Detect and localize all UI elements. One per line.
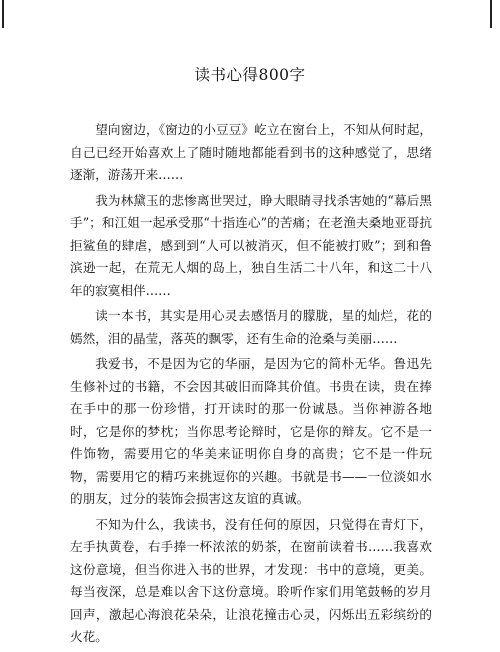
- document-body: [70, 119, 432, 652]
- document-title: 读书心得800字: [194, 66, 306, 84]
- paragraph-1: 望向窗边，《窗边的小豆豆》屹立在窗台上，不知从何时起，自己已经开始喜欢上了随时随地都能看到书的这种感觉了，思绪逐渐，游荡开来……: [70, 122, 432, 182]
- scan-edge-mark-right: [490, 0, 492, 28]
- paragraph-5: 不知为什么，我读书，没有任何的原因，只觉得在青灯下，左手执黄卷，右手捧一杯浓浓的奶茶，在窗前读着书……我喜欢这份意境，但当你进入书的世界，才发现：书中的意境，更美。每当夜深，总是难以舍下这份意境。聆听作家们用笔鼓畅的岁月回声，激起心海浪花朵朵，让浪花撞击心灵，闪烁出五彩缤纷的火花。: [70, 516, 432, 644]
- paragraph-3: 读一本书，其实是用心灵去感悟月的朦胧，星的灿烂，花的嫣然，泪的晶莹，落英的飘零，还有生命的沧桑与美丽……: [70, 308, 432, 346]
- scan-edge-mark-left: [2, 0, 4, 28]
- paragraph-2: 我为林黛玉的悲惨离世哭过，睁大眼睛寻找杀害她的“幕后黑手”；和江姐一起承受那“十指连心”的苦痛；在老渔夫桑地亚哥抗拒鲨鱼的肆虐，感到到“人可以被消灭，但不能被打败”；到和鲁滨逊一起，在荒无人烟的岛上，独自生活二十八年，和这二十八年的寂寞相伴……: [70, 192, 432, 298]
- paragraph-4: 我爱书，不是因为它的华丽，是因为它的简朴无华。鲁迅先生修补过的书籍，不会因其破旧而降其价值。书贵在读，贵在捧在手中的那一份珍惜，打开读时的那一份诚恳。当你神游各地时，它是你的梦枕；当你思考论辩时，它是你的辩友。它不是一件饰物，需要用它的华美来证明你自身的高贵；它不是一件玩物，需要用它的精巧来挑逗你的兴趣。书就是书——一位淡如水的朋友，过分的装饰会损害这友谊的真诚。: [70, 356, 432, 506]
